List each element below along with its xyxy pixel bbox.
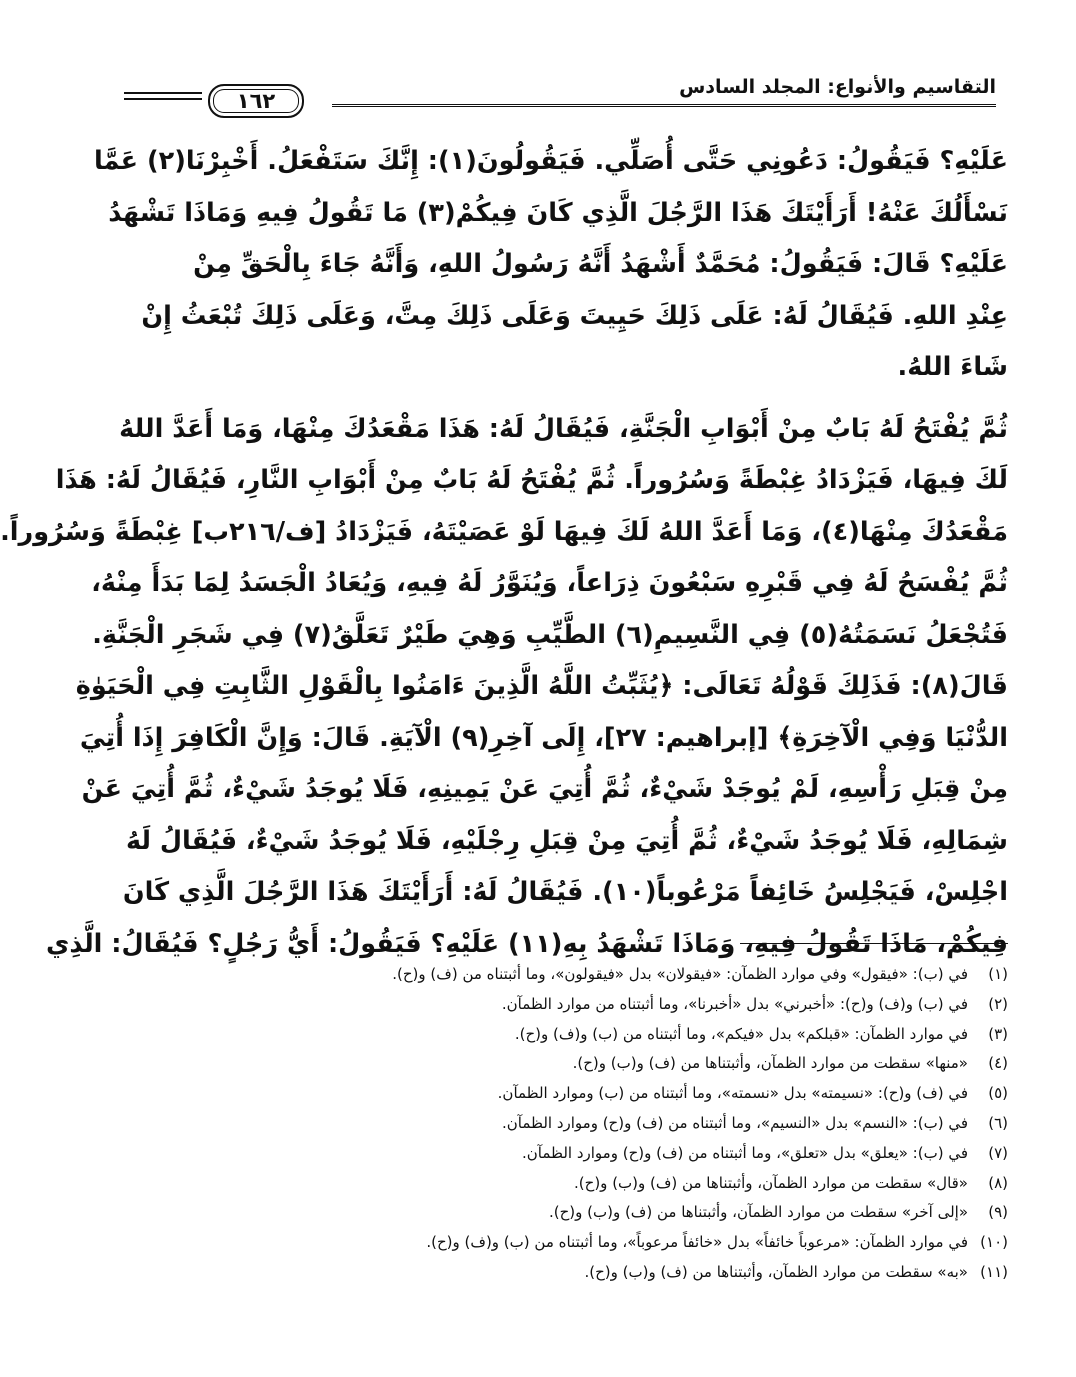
footnote-11 [214,1258,1008,1288]
footnote-number: (٩) [988,1203,1008,1222]
footnote-text: «إلى آخر» سقطت من موارد الظمآن، وأثبتناها من (ف) و(ب) و(ح). [548,1203,968,1222]
footnote-8 [214,1169,1008,1199]
footnote-10 [214,1228,1008,1258]
footnote-3 [214,1020,1008,1050]
footnote-text: في (ب): «النسم» بدل «النسيم»، وما أثبتناه من (ف) و(ح) وموارد الظمآن. [501,1113,968,1132]
footnote-text: في (ب): «فيقول» وفي موارد الظمآن: «فيقولان» بدل «فيقولون»، وما أثبتناه من (ف) و(ح). [392,965,968,983]
footnote-number: (٧) [988,1143,1008,1162]
footnote-text: «منها» سقطت من موارد الظمآن، وأثبتناها من (ف) و(ب) و(ح). [572,1054,968,1073]
footnote-text: في (ب) و(ف) و(ح): «أخبرني» بدل «أخبرنا»، وما أثبتناه من موارد الظمآن. [501,994,968,1013]
footnote-7 [214,1139,1008,1169]
text-line: عِنْدِ اللهِ. فَيُقَالُ لَهُ: عَلَى ذَلِكَ حَيِيتَ وَعَلَى ذَلِكَ مِتَّ، وَعَلَى ذَلِكَ تُبْعَثُ إِنْ [141,300,1008,331]
footnote-number: (٢) [988,994,1008,1013]
footnote-number: (١) [988,965,1008,983]
footnotes [214,960,1008,1288]
text-line: مَقْعَدُكَ مِنْهَا(٤)، وَمَا أَعَدَّ اللهُ لَكَ فِيهَا لَوْ عَصَيْتَهُ، فَيَزْدَادُ [ف/٢١٦ب] غِبْطَةً وَسُرُوراً. [0,516,1008,547]
footnote-number: (٤) [988,1054,1008,1073]
text-line: ثُمَّ يُفْتَحُ لَهُ بَابٌ مِنْ أَبْوَابِ الْجَنَّةِ، فَيُقَالُ لَهُ: هَذَا مَقْعَدُكَ مِنْهَا، وَمَا أَعَدَّ اللهُ [119,413,1008,444]
footnote-text: «قال» سقطت من موارد الظمآن، وأثبتناها من (ف) و(ب) و(ح). [574,1173,968,1192]
footnote-text: «به» سقطت من موارد الظمآن، وأثبتناها من (ف) و(ب) و(ح). [584,1262,968,1281]
paragraph-2 [0,404,1008,971]
text-line: فِيكُمْ، مَاذَا تَقُولُ فِيهِ، وَمَاذَا تَشْهَدُ بِهِ(١١) عَلَيْهِ؟ فَيَقُولُ: أَيُّ رَجُلٍ؟ فَيُقَالُ: الَّذِي [45,928,1008,959]
text-line: قَالَ(٨): فَذَلِكَ قَوْلُهُ تَعَالَى: ﴿يُثَبِّتُ اللَّهُ الَّذِينَ ءَامَنُوا بِالْقَوْلِ الثَّابِتِ فِي الْحَيَوٰةِ [75,671,1008,701]
text-line: نَسْأَلُكَ عَنْهُ! أَرَأَيْتَكَ هَذَا الرَّجُلَ الَّذِي كَانَ فِيكُمْ(٣) مَا تَقُولُ فِيهِ وَمَاذَا تَشْهَدُ [108,197,1008,228]
footnote-number: (٣) [988,1024,1008,1043]
footnote-4 [214,1049,1008,1079]
footnote-text: في موارد الظمآن: «قبلكم» بدل «فيكم»، وما أثبتناه من (ب) و(ف) و(ح). [514,1024,968,1043]
running-title: التقاسيم والأنواع: المجلد السادس [679,76,996,98]
text-line: اجْلِسْ، فَيَجْلِسُ خَائِفاً مَرْعُوباً(١٠). فَيُقَالُ لَهُ: أَرَأَيْتَكَ هَذَا الرَّجُلَ الَّذِي كَانَ [122,877,1008,907]
text-line: ثُمَّ يُفْسَحُ لَهُ فِي قَبْرِهِ سَبْعُونَ ذِرَاعاً، وَيُنَوَّرُ لَهُ فِيهِ، وَيُعَادُ الْجَسَدُ لِمَا بَدَأَ مِنْهُ، [91,568,1008,598]
footnote-number: (٦) [988,1113,1008,1132]
text-line: شِمَالِهِ، فَلَا يُوجَدُ شَيْءٌ، ثُمَّ أُتِيَ مِنْ قِبَلِ رِجْلَيْهِ، فَلَا يُوجَدُ شَيْءٌ، فَيُقَالُ لَهُ [125,825,1008,856]
footnote-1 [214,960,1008,990]
footnote-number: (٥) [988,1084,1008,1103]
footnote-separator [740,943,1008,944]
footnote-text: في موارد الظمآن: «مرعوباً خائفاً» بدل «خائفاً مرعوباً»، وما أثبتناه من (ب) و(ف) و(ح). [426,1233,968,1252]
footnote-2 [214,990,1008,1020]
footnote-text: في (ب): «يعلق» بدل «تعلق»، وما أثبتناه من (ف) و(ح) وموارد الظمآن. [522,1143,968,1162]
footnote-5 [214,1079,1008,1109]
text-line: عَلَيْهِ؟ قَالَ: فَيَقُولُ: مُحَمَّدٌ أَشْهَدُ أَنَّهُ رَسُولُ اللهِ، وَأَنَّهُ جَاءَ بِالْحَقِّ مِنْ [193,249,1008,279]
footnote-number: (١٠) [980,1233,1008,1252]
paragraph-1 [93,136,1008,394]
page-header [200,74,996,120]
header-left-rule [124,92,202,104]
text-line: لَكَ فِيهَا، فَيَزْدَادُ غِبْطَةً وَسُرُوراً. ثُمَّ يُفْتَحُ لَهُ بَابٌ مِنْ أَبْوَابِ النَّارِ، فَيُقَالُ لَهُ: هَذَا [55,465,1008,495]
footnote-number: (٨) [988,1173,1008,1192]
footnote-number: (١١) [980,1262,1008,1281]
page-number: ١٦٢ [208,84,304,118]
text-line: عَلَيْهِ؟ فَيَقُولُ: دَعُونِي حَتَّى أُصَلِّي. فَيَقُولُونَ(١): إِنَّكَ سَتَفْعَلُ. أَخْبِرْنَا(٢) عَمَّا [93,146,1008,176]
main-text [0,136,1008,970]
footnote-text: في (ف) و(ح): «نسيمته» بدل «نسمته»، وما أثبتناه من (ب) وموارد الظمآن. [497,1084,968,1103]
text-line: مِنْ قِبَلِ رَأْسِهِ، لَمْ يُوجَدْ شَيْءٌ، ثُمَّ أُتِيَ عَنْ يَمِينِهِ، فَلَا يُوجَدُ شَيْءٌ، ثُمَّ أُتِيَ عَنْ [81,774,1008,804]
text-line: شَاءَ اللهُ. [897,352,1008,382]
header-rule [332,104,996,107]
text-line: الدُّنْيَا وَفِي الْآخِرَةِ﴾ [إبراهيم: ٢٧]، إِلَى آخِرِ(٩) الْآيَةِ. قَالَ: وَإِنَّ الْكَافِرَ إِذَا أُتِيَ [79,722,1008,753]
text-line: فَتُجْعَلُ نَسَمَتُهُ(٥) فِي النَّسِيمِ(٦) الطَّيِّبِ وَهِيَ طَيْرٌ تَعَلَّقُ(٧) فِي شَجَرِ الْجَنَّةِ. [92,619,1008,650]
footnote-6 [214,1109,1008,1139]
footnote-9 [214,1198,1008,1228]
